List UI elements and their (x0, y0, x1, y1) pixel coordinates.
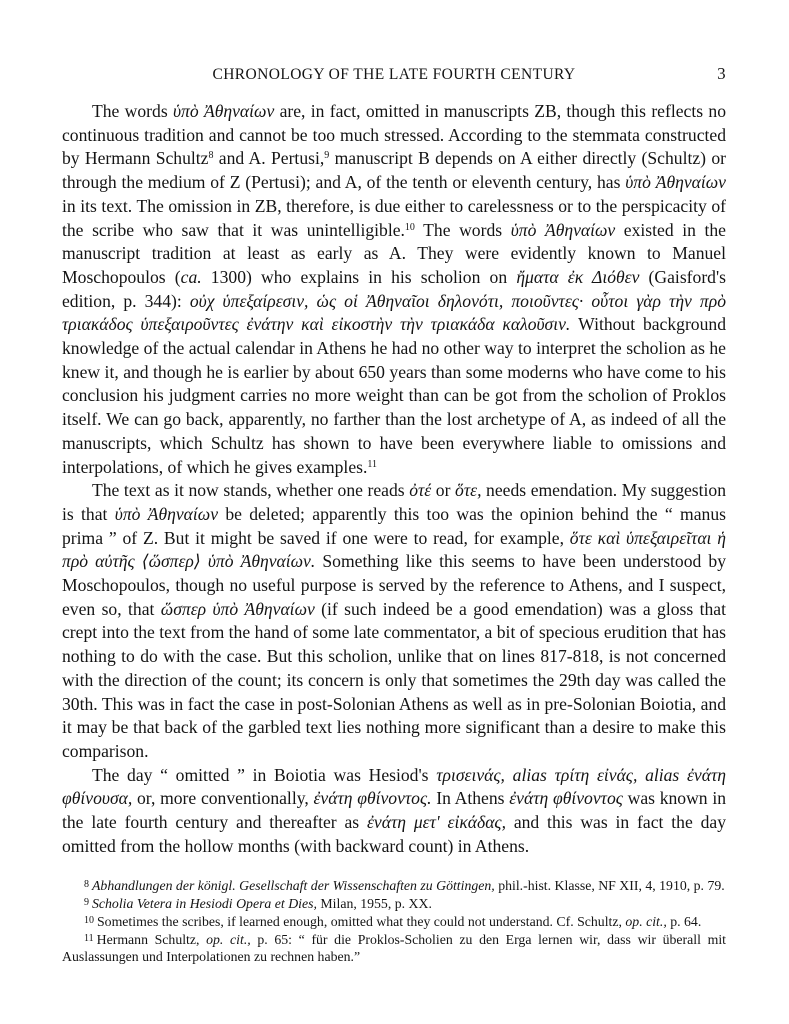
greek-text: ἐνάτη φθίνοντος (509, 788, 623, 809)
greek-text: ὅτε, (455, 480, 482, 501)
footnote: $^{10}$ Sometimes the scribes, if learned enough, omitted what they could not understand. Cf. Schultz, op. cit., p. 64. (84, 913, 702, 929)
greek-text: τρίτη εἰνάς, (554, 764, 638, 785)
footnote: $^8$ Abhandlungen der königl. Gesellschaft der Wissenschaften zu Göttingen, phil.-hist. Klasse, NF XII, 4, 1910, p. 79. (84, 877, 725, 893)
greek-text: ἤματα ἐκ Διόθεν (516, 266, 640, 287)
running-title: CHRONOLOGY OF THE LATE FOURTH CENTURY (212, 66, 576, 83)
italic-text: ca. (180, 266, 202, 287)
italic-text: op. cit., (625, 913, 667, 929)
greek-text: ἐνάτη φθίνοντος. (313, 788, 432, 809)
greek-text: τρισεινάς, (436, 764, 505, 785)
footnotes (62, 876, 726, 966)
footnote-number: 9 (84, 896, 89, 908)
footnote: $^9$ Scholia Vetera in Hesiodi Opera et Dies, Milan, 1955, p. XX. (84, 895, 432, 911)
footnote-ref: 10 (404, 221, 415, 233)
italic-text: alias (645, 764, 680, 785)
body-text (62, 100, 726, 859)
greek-text: ὑπὸ Ἀθηναίων (114, 503, 219, 524)
greek-text: οὐχ ὑπεξαίρεσιν, ὡς οἱ Ἀθηναῖοι δηλονότι, ποιοῦντες· οὗτοι γὰρ τὴν πρὸ τριακάδος ὑπεξαιροῦντες ἐνάτην καὶ εἰκοστὴν τὴν τριακάδα καλοῦσιν. (62, 290, 726, 335)
page (62, 60, 726, 966)
greek-text: ὥσπερ ὑπὸ Ἀθηναίων (160, 598, 315, 619)
footnote-number: 10 (84, 914, 94, 926)
paragraph: The words ὑπὸ Ἀθηναίων are, in fact, omitted in manuscripts ZB, though this reflects no continuous tradition and cannot be too much stressed. According to the stemmata constructed by Hermann Schultz$^8$ and A. Pertusi,$^9$ manuscript B depends on A either directly (Schultz) or through the medium of Z (Pertusi); and A, of the tenth or eleventh century, has ὑπὸ Ἀθηναίων in its text. The omission in ZB, therefore, is due either to carelessness or to the perspicacity of the scribe who saw that it was unintelligible.$^{10}$ The words ὑπὸ Ἀθηναίων existed in the manuscript tradition at least as early as A. They were evidently known to Manuel Moschopoulos (ca. 1300) who explains in his scholion on ἤματα ἐκ Διόθεν (Gaisford's edition, p. 344): οὐχ ὑπεξαίρεσιν, ὡς οἱ Ἀθηναῖοι δηλονότι, ποιοῦντες· οὗτοι γὰρ τὴν πρὸ τριακάδος ὑπεξαιροῦντες ἐνάτην καὶ εἰκοστὴν τὴν τριακάδα καλοῦσιν. Without background knowledge of the actual calendar in Athens he had no other way to interpret the scholion as he knew it, and though he is earlier by about 650 years than some moderns who have come to his conclusion his judgment carries no more weight than can be got from the scholion of Proklos itself. We can go back, apparently, no farther than the lost archetype of A, as indeed of all the manuscripts, which Schultz has shown to have been everywhere liable to omissions and interpolations, of which he gives examples.$^{11}$ (62, 101, 727, 477)
greek-text: ὑπὸ Ἀθηναίων (510, 219, 616, 240)
italic-text: alias (512, 764, 547, 785)
greek-text: ἐνάτη μετ' εἰκάδας, (367, 812, 506, 833)
italic-text: Scholia Vetera in Hesiodi Opera et Dies, (92, 895, 317, 911)
footnote-ref: 11 (367, 458, 378, 470)
footnote-number: 8 (84, 878, 89, 890)
footnote: $^{11}$ Hermann Schultz, op. cit., p. 65: “ für die Proklos-Scholien zu den Erga lernen wir, dass wir überall mit Auslassungen und Interpolationen zu rechnen haben.” (62, 932, 726, 965)
greek-text: ἐνάτη φθίνουσα, (62, 764, 727, 809)
greek-text: ὀτέ (409, 480, 432, 501)
paragraph: The day “ omitted ” in Boiotia was Hesiod's τρισεινάς, alias τρίτη εἰνάς, alias ἐνάτη φθίνουσα, or, more conventionally, ἐνάτη φθίνοντος. In Athens ἐνάτη φθίνοντος was known in the late fourth century and thereafter as ἐνάτη μετ' εἰκάδας, and this was in fact the day omitted from the hollow months (with backward count) in Athens. (62, 764, 727, 856)
paragraph: The text as it now stands, whether one reads ὀτέ or ὅτε, needs emendation. My suggestion is that ὑπὸ Ἀθηναίων be deleted; apparently this too was the opinion behind the “ manus prima ” of Z. But it might be saved if one were to read, for example, ὅτε καὶ ὑπεξαιρεῖται ἡ πρὸ αὐτῆς ⟨ὥσπερ⟩ ὑπὸ Ἀθηναίων. Something like this seems to have been understood by Moschopoulos, though no useful purpose is served by the reference to Athens, and I suspect, even so, that ὥσπερ ὑπὸ Ἀθηναίων (if such indeed be a good emendation) was a gloss that crept into the text from the hand of some late commentator, a bit of specious erudition that has nothing to do with the case. But this scholion, unlike that on lines 817-818, is not concerned with the direction of the count; its concern is only that sometimes the 29th day was called the 30th. This was in fact the case in post-Solonian Athens as well as in pre-Solonian Boiotia, and it may be that back of the garbled text lies nothing more significant than a desire to make this comparison. (62, 480, 727, 761)
page-number: 3 (717, 64, 726, 83)
running-head (62, 60, 726, 90)
italic-text: Abhandlungen der königl. Gesellschaft der Wissenschaften zu Göttingen, (92, 877, 495, 893)
greek-text: ὑπὸ Ἀθηναίων (172, 101, 275, 121)
greek-text: ὑπὸ Ἀθηναίων (625, 172, 726, 193)
footnote-number: 11 (84, 933, 94, 945)
footnote-ref: 8 (208, 150, 214, 162)
footnote-ref: 9 (324, 150, 330, 162)
greek-text: ὅτε καὶ ὑπεξαιρεῖται ἡ πρὸ αὐτῆς ⟨ὥσπερ⟩ ὑπὸ Ἀθηναίων. (62, 527, 726, 572)
italic-text: op. cit., (206, 932, 251, 948)
